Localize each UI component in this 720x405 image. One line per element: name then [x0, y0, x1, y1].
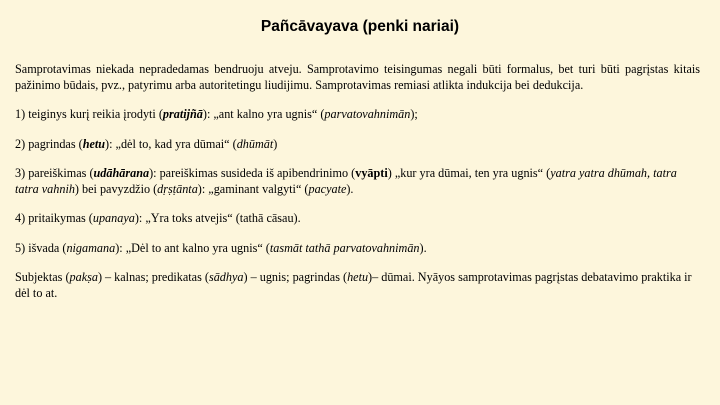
term-upanaya: upanaya — [92, 211, 135, 225]
term-hetu: hetu — [82, 136, 106, 151]
intro-paragraph: Samprotavimas niekada nepradedamas bendruoju atveju. Samprotavimo teisingumas negali būti formalus, bet turi būti pagrįstas kitais pažinimo būdais, pvz., patyrimu arba autoritetingu liudijimu. Samprotavimas remiasi atlikta indukcija bei dedukcija. — [15, 62, 700, 92]
step-2: 2) pagrindas (hetu): „dėl to, kad yra dūmai“ (dhūmāt) — [15, 136, 278, 151]
term-paksa: pakṣa — [69, 270, 98, 284]
term-udaharana: udāhārana — [93, 166, 150, 180]
step-3: 3) pareiškimas (udāhārana): pareiškimas susideda iš apibendrinimo (vyāpti) „kur yra dūmai, ten yra ugnis“ (yatra yatra dhūmah, tatra tatra vahnih) bei pavyzdžio (dṛṣṭānta): „gaminant valgyti“ (pacyate). — [15, 166, 677, 196]
slide-body — [15, 62, 700, 301]
step-5: 5) išvada (nigamana): „Dėl to ant kalno yra ugnis“ (tasmāt tathā parvatovahnimān). — [15, 240, 427, 255]
term-nigamana: nigamana — [66, 240, 116, 255]
outro-paragraph: Subjektas (pakṣa) – kalnas; predikatas (sādhya) – ugnis; pagrindas (hetu)– dūmai. Nyāyos samprotavimas pagrįstas debatavimo praktika ir dėl to at. — [15, 270, 692, 300]
term-pratijna: pratijñā — [162, 107, 203, 121]
sanskrit-phrase: dhūmāt — [236, 136, 274, 151]
sanskrit-phrase: yatra yatra dhūmah, tatra tatra vahnih — [15, 166, 677, 196]
step-4: 4) pritaikymas (upanaya): „Yra toks atvejis“ (tathā cāsau). — [15, 211, 301, 225]
term-vyapti: vyāpti — [355, 166, 388, 180]
term-drstanta: dṛṣṭānta — [157, 181, 198, 196]
sanskrit-phrase: tasmāt tathā parvatovahnimān — [269, 240, 420, 255]
term-sadhya: sādhya — [208, 270, 244, 284]
slide-title: Pañcāvayava (penki nariai) — [260, 18, 460, 35]
sanskrit-phrase: parvatovahnimān — [324, 107, 411, 121]
sanskrit-phrase: pacyate — [308, 181, 347, 196]
step-1: 1) teiginys kurį reikia įrodyti (pratijñā): „ant kalno yra ugnis“ (parvatovahnimān); — [15, 107, 418, 121]
term-hetu: hetu — [347, 270, 369, 284]
